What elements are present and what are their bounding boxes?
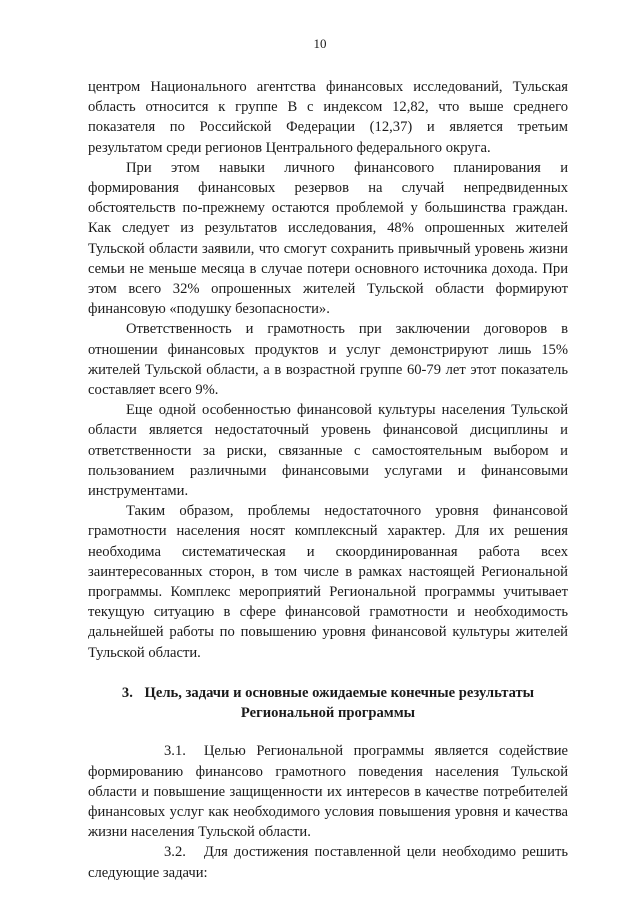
paragraph-continuation: центром Национального агентства финансовых исследований, Тульская область относится к группе В с индексом 12,82, что выше среднего показателя по Российской Федерации (12,37) и является третьим результатом среди регионов Центрального федерального округа. xyxy=(88,79,568,156)
subsection-3-2 xyxy=(88,842,568,882)
paragraph-responsibility: Ответственность и грамотность при заключении договоров в отношении финансовых продуктов и услуг демонстрируют лишь 15% жителей Тульской области, а в возрастной группе 60-79 лет этот показатель составляет всего 9%. xyxy=(88,321,568,399)
subsection-text: Для достижения поставленной цели необходимо решить следующие задачи: xyxy=(88,844,568,881)
paragraph-planning-skills: При этом навыки личного финансового планирования и формирования финансовых резервов на случай непредвиденных обстоятельств по-прежнему остаются проблемой у большинства граждан. Как следует из результатов исследования, 48% опрошенных жителей Тульской области заявили, что смогут сохранить привычный уровень жизни семьи не меньше месяца в случае потери основного источника дохода. При этом всего 32% опрошенных жителей Тульской области формируют финансовую «подушку безопасности». xyxy=(88,159,568,318)
page-number: 10 xyxy=(313,36,327,51)
section-title-line2: Региональной программы xyxy=(240,705,416,722)
subsection-3-1 xyxy=(88,741,568,842)
section-heading xyxy=(88,683,568,723)
subsection-text: Целью Региональной программы является содействие формированию финансово грамотного поведения населения Тульской области и повышение защищенности их интересов в качестве потребителей финансовых услуг как необходимого условия повышения уровня и качества жизни населения Тульской области. xyxy=(88,743,568,841)
page-body xyxy=(88,77,568,883)
section-number: 3. xyxy=(121,684,133,701)
paragraph-discipline: Еще одной особенностью финансовой культуры населения Тульской области является недостаточный уровень финансовой дисциплины и ответственности за риски, связанные с самостоятельным выбором и пользованием различными финансовыми услугами и финансовыми инструментами. xyxy=(88,402,568,500)
subsection-number: 3.1. xyxy=(164,743,186,760)
section-title-line1: Цель, задачи и основные ожидаемые конечные результаты xyxy=(144,684,535,701)
paragraph-conclusion: Таким образом, проблемы недостаточного уровня финансовой грамотности населения носят комплексный характер. Для их решения необходима систематическая и скоординированная работа всех заинтересованных сторон, в том числе в рамках настоящей Региональной программы. Комплекс мероприятий Региональной программы учитывает текущую ситуацию в сфере финансовой грамотности и необходимость дальнейшей работы по повышению уровня финансовой культуры жителей Тульской области. xyxy=(88,503,568,661)
subsection-number: 3.2. xyxy=(164,844,186,861)
